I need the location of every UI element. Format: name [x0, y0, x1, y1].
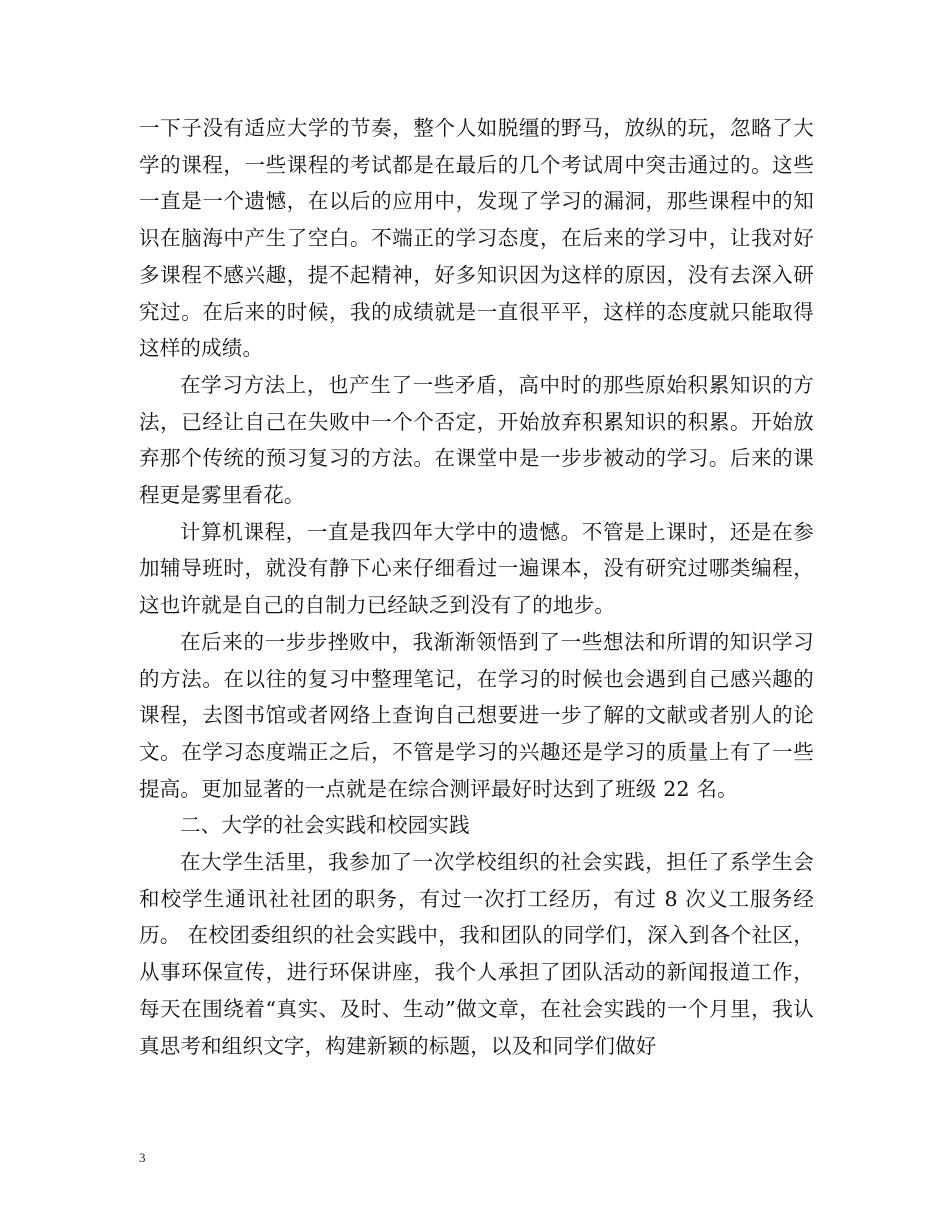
body-paragraph-5: 在大学生活里，我参加了一次学校组织的社会实践，担任了系学生会和校学生通讯社社团的职务，有过一次打工经历，有过 8 次义工服务经历。 在校团委组织的社会实践中，我和团队的同学们，深入到各个社区，从事环保宣传，进行环保讲座，我个人承担了团队活动的新闻报道工作，每天在围绕着“真实、及时、生动”做文章，在社会实践的一个月里，我认真思考和组织文字，构建新颖的标题，以及和同学们做好 — [139, 850, 814, 1058]
body-paragraph-3: 计算机课程，一直是我四年大学中的遗憾。不管是上课时，还是在参加辅导班时，就没有静下心来仔细看过一遍课本，没有研究过哪类编程，这也许就是自己的自制力已经缺乏到没有了的地步。 — [139, 519, 814, 618]
document-body — [139, 110, 814, 1064]
section-heading: 二、大学的社会实践和校园实践 — [180, 813, 470, 838]
body-paragraph-2: 在学习方法上，也产生了一些矛盾，高中时的那些原始积累知识的方法，已经让自己在失败中一个个否定，开始放弃积累知识的积累。开始放弃那个传统的预习复习的方法。在课堂中是一步步被动的学习。后来的课程更是雾里看花。 — [139, 372, 814, 508]
body-paragraph-4: 在后来的一步步挫败中，我渐渐领悟到了一些想法和所谓的知识学习的方法。在以往的复习中整理笔记，在学习的时候也会遇到自己感兴趣的课程，去图书馆或者网络上查询自己想要进一步了解的文献或者别人的论文。在学习态度端正之后，不管是学习的兴趣还是学习的质量上有了一些提高。更加显著的一点就是在综合测评最好时达到了班级 22 名。 — [139, 629, 814, 801]
body-paragraph-1: 一下子没有适应大学的节奏，整个人如脱缰的野马，放纵的玩，忽略了大学的课程，一些课程的考试都是在最后的几个考试周中突击通过的。这些一直是一个遗憾，在以后的应用中，发现了学习的漏洞，那些课程中的知识在脑海中产生了空白。不端正的学习态度，在后来的学习中，让我对好多课程不感兴趣，提不起精神，好多知识因为这样的原因，没有去深入研究过。在后来的时候，我的成绩就是一直很平平，这样的态度就只能取得这样的成绩。 — [139, 116, 814, 361]
page-number: 3 — [139, 1150, 146, 1165]
